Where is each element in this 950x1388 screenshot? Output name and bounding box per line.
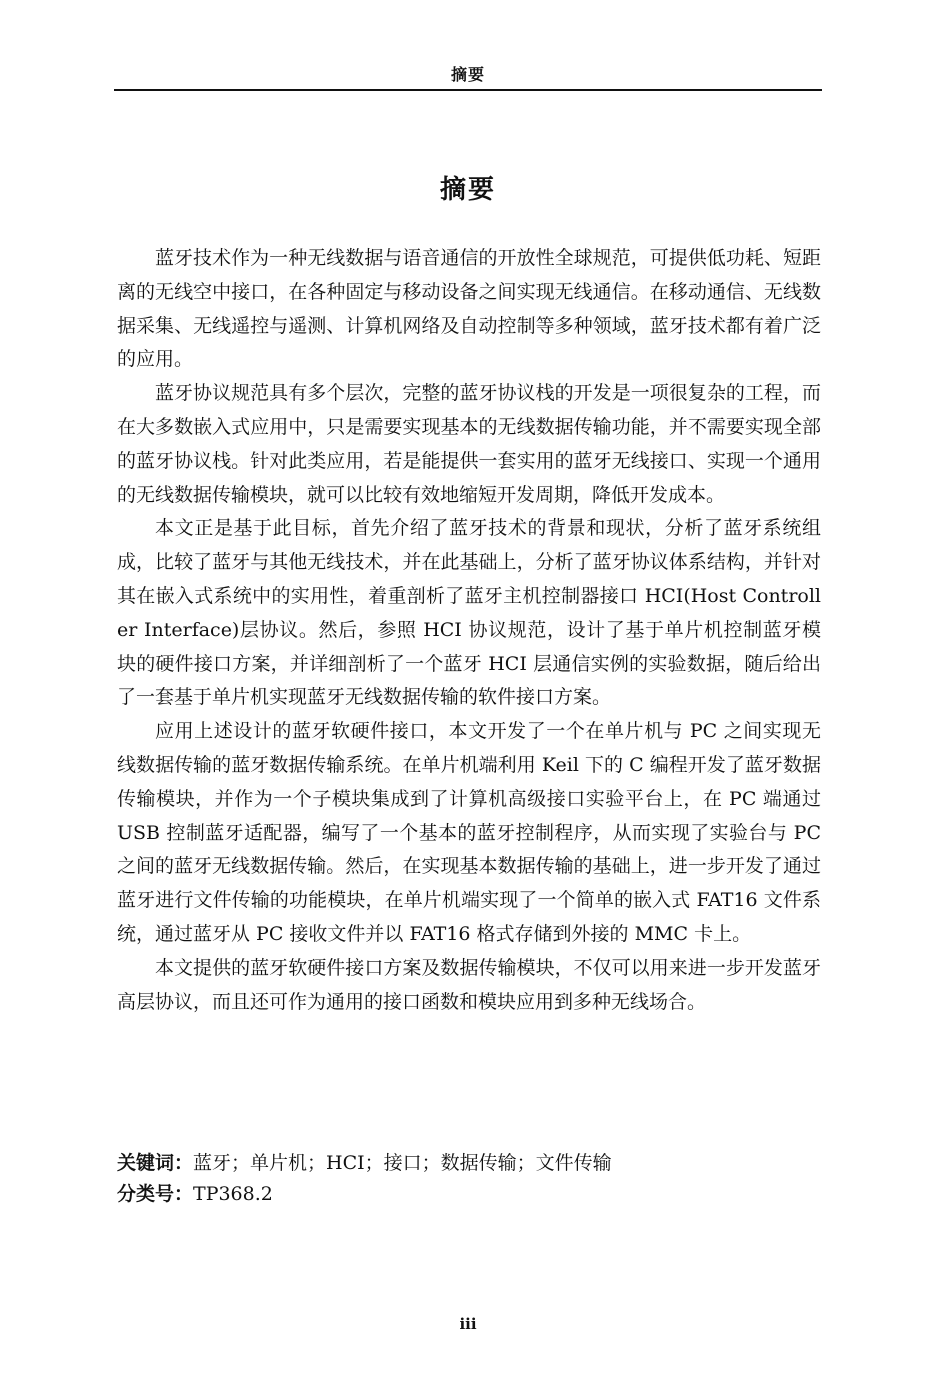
classification-label: 分类号： [117, 1183, 194, 1205]
page-number: iii [459, 1315, 477, 1333]
abstract-paragraph-2: 蓝牙协议规范具有多个层次，完整的蓝牙协议栈的开发是一项很复杂的工程，而在大多数嵌入式应用中，只是需要实现基本的无线数据传输功能，并不需要实现全部的蓝牙协议栈。针对此类应用，若是能提供一套实用的蓝牙无线接口、实现一个通用的无线数据传输模块，就可以比较有效地缩短开发周期，降低开发成本。 [117, 382, 821, 506]
abstract-paragraph-3: 本文正是基于此目标，首先介绍了蓝牙技术的背景和现状，分析了蓝牙系统组成，比较了蓝牙与其他无线技术，并在此基础上，分析了蓝牙协议体系结构，并针对其在嵌入式系统中的实用性，着重剖析了蓝牙主机控制器接口 HCI(Host Controller Interface)层协议。然后，参照 HCI 协议规范，设计了基于单片机控制蓝牙模块的硬件接口方案，并详细剖析了一个蓝牙 HCI 层通信实例的实验数据，随后给出了一套基于单片机实现蓝牙无线数据传输的软件接口方案。 [117, 517, 821, 709]
keywords-label: 关键词： [117, 1152, 194, 1174]
header-rule [114, 89, 822, 91]
keywords-text: 蓝牙；单片机；HCI；接口；数据传输；文件传输 [193, 1152, 612, 1174]
running-header: 摘要 [450, 65, 485, 84]
abstract-body [117, 242, 821, 1019]
page-title: 摘要 [439, 175, 496, 205]
abstract-paragraph-4: 应用上述设计的蓝牙软硬件接口，本文开发了一个在单片机与 PC 之间实现无线数据传输的蓝牙数据传输系统。在单片机端利用 Keil 下的 C 编程开发了蓝牙数据传输模块，并作为一个子模块集成到了计算机高级接口实验平台上，在 PC 端通过 USB 控制蓝牙适配器，编写了一个基本的蓝牙控制程序，从而实现了实验台与 PC 之间的蓝牙无线数据传输。然后，在实现基本数据传输的基础上，进一步开发了通过蓝牙进行文件传输的功能模块，在单片机端实现了一个简单的嵌入式 FAT16 文件系统，通过蓝牙从 PC 接收文件并以 FAT16 格式存储到外接的 MMC 卡上。 [117, 720, 821, 945]
keywords-block [117, 1148, 821, 1210]
classification-line [117, 1179, 821, 1210]
classification-text: TP368.2 [193, 1183, 273, 1205]
abstract-paragraph-5: 本文提供的蓝牙软硬件接口方案及数据传输模块，不仅可以用来进一步开发蓝牙高层协议，而且还可作为通用的接口函数和模块应用到多种无线场合。 [117, 956, 821, 1013]
keywords-line [117, 1148, 821, 1179]
abstract-paragraph-1: 蓝牙技术作为一种无线数据与语音通信的开放性全球规范，可提供低功耗、短距离的无线空中接口，在各种固定与移动设备之间实现无线通信。在移动通信、无线数据采集、无线遥控与遥测、计算机网络及自动控制等多种领域，蓝牙技术都有着广泛的应用。 [117, 247, 821, 371]
